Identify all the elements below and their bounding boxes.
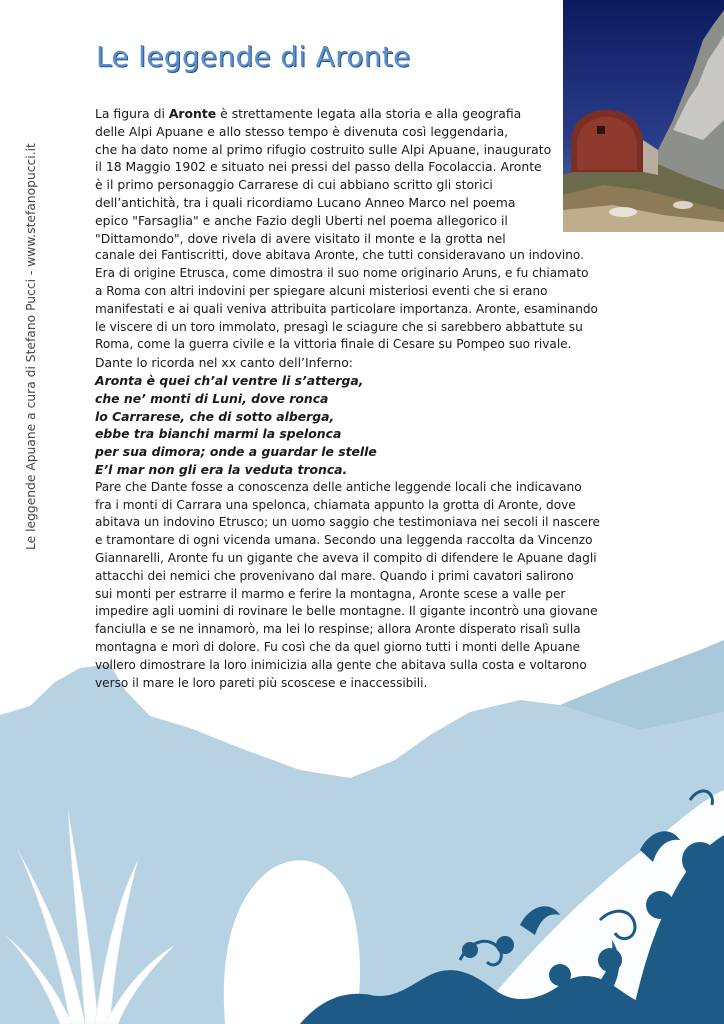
page-title: Le leggende di Aronte — [96, 40, 411, 73]
paragraph1-line: Roma, come la guerra civile e la vittoria finale di Cesare su Pompeo suo rivale. — [95, 337, 572, 352]
paragraph1-line: canale dei Fantiscritti, dove abitava Aronte, che tutti consideravano un indovino. — [95, 248, 584, 263]
paragraph2-line: sui monti per estrarre il marmo e ferire la montagna, Aronte scese a valle per — [95, 586, 566, 601]
paragraph1-line: "Dittamondo", dove rivela di avere visitato il monte e la grotta nel — [95, 230, 506, 246]
verse-line: E’l mar non gli era la veduta tronca. — [95, 461, 348, 477]
paragraph1-line — [95, 105, 600, 123]
verse-line: per sua dimora; onde a guardar le stelle — [95, 444, 377, 460]
verse-line: che ne’ monti di Luni, dove ronca — [95, 390, 329, 406]
paragraph1-line: epico "Farsaglia" e anche Fazio degli Uberti nel poema allegorico il — [95, 212, 508, 228]
text-run: è strettamente legata alla storia e alla geografia — [216, 106, 522, 121]
paragraph1-line: che ha dato nome al primo rifugio costruito sulle Alpi Apuane, inaugurato — [95, 141, 552, 157]
paragraph2-line: montagna e morì di dolore. Fu così che da quel giorno tutti i monti delle Apuane — [95, 639, 581, 654]
article-body — [95, 105, 600, 692]
paragraph2-line: Pare che Dante fosse a conoscenza delle antiche leggende locali che indicavano — [95, 479, 582, 494]
verse-line: ebbe tra bianchi marmi la spelonca — [95, 426, 342, 442]
paragraph2-line: Giannarelli, Aronte fu un gigante che aveva il compito di difendere le Apuane dagli — [95, 550, 597, 565]
paragraph1-line: delle Alpi Apuane e allo stesso tempo è divenuta così leggendaria, — [95, 123, 509, 139]
side-credit — [18, 115, 40, 550]
paragraph1-line: manifestati e ai quali veniva attribuita particolare importanza. Aronte, esaminando — [95, 301, 598, 316]
paragraph2-line: abitava un indovino Etrusco; un uomo saggio che testimoniava nei secoli il nascere — [95, 515, 600, 530]
paragraph1-line: Era di origine Etrusca, come dimostra il suo nome originario Aruns, e fu chiamato — [95, 266, 589, 281]
paragraph1-line: il 18 Maggio 1902 e situato nei pressi del passo della Focolaccia. Aronte — [95, 159, 542, 175]
side-credit-text: Le leggende Apuane a cura di Stefano Pucci - www.stefanopucci.it — [24, 143, 38, 550]
paragraph1-line: Dante lo ricorda nel xx canto dell’Inferno: — [95, 355, 353, 371]
text-run: La figura di — [95, 106, 169, 121]
paragraph2-line: impedire agli uomini di rovinare le belle montagne. Il gigante incontrò una giovane — [95, 604, 598, 619]
paragraph2-line: e tramontare di ogni vicenda umana. Secondo una leggenda raccolta da Vincenzo — [95, 533, 593, 548]
paragraph2-line: fra i monti di Carrara una spelonca, chiamata appunto la grotta di Aronte, dove — [95, 497, 576, 512]
paragraph1-line: è il primo personaggio Carrarese di cui abbiano scritto gli storici — [95, 177, 493, 193]
highlight-name: Aronte — [168, 106, 217, 121]
paragraph1-line: a Roma con altri indovini per spiegare alcuni misteriosi eventi che si erano — [95, 283, 548, 298]
paragraph2-line: fanciulla e se ne innamorò, ma lei lo respinse; allora Aronte disperato risalì sulla — [95, 622, 581, 637]
verse-line: lo Carrarese, che di sotto alberga, — [95, 408, 335, 424]
paragraph1-line: dell’antichità, tra i quali ricordiamo Lucano Anneo Marco nel poema — [95, 194, 516, 210]
paragraph2-line: verso il mare le loro pareti più scoscese e inaccessibili. — [95, 675, 428, 690]
paragraph1-line: le viscere di un toro immolato, presagì le sciagure che si sarebbero abbattute su — [95, 319, 583, 334]
verse-line: Aronta è quei ch’al ventre li s’atterga, — [95, 372, 364, 388]
paragraph2-line: attacchi dei nemici che provenivano dal mare. Quando i primi cavatori salirono — [95, 568, 574, 583]
paragraph2-line: vollero dimostrare la loro inimicizia alla gente che abitava sulla costa e voltarono — [95, 657, 587, 672]
